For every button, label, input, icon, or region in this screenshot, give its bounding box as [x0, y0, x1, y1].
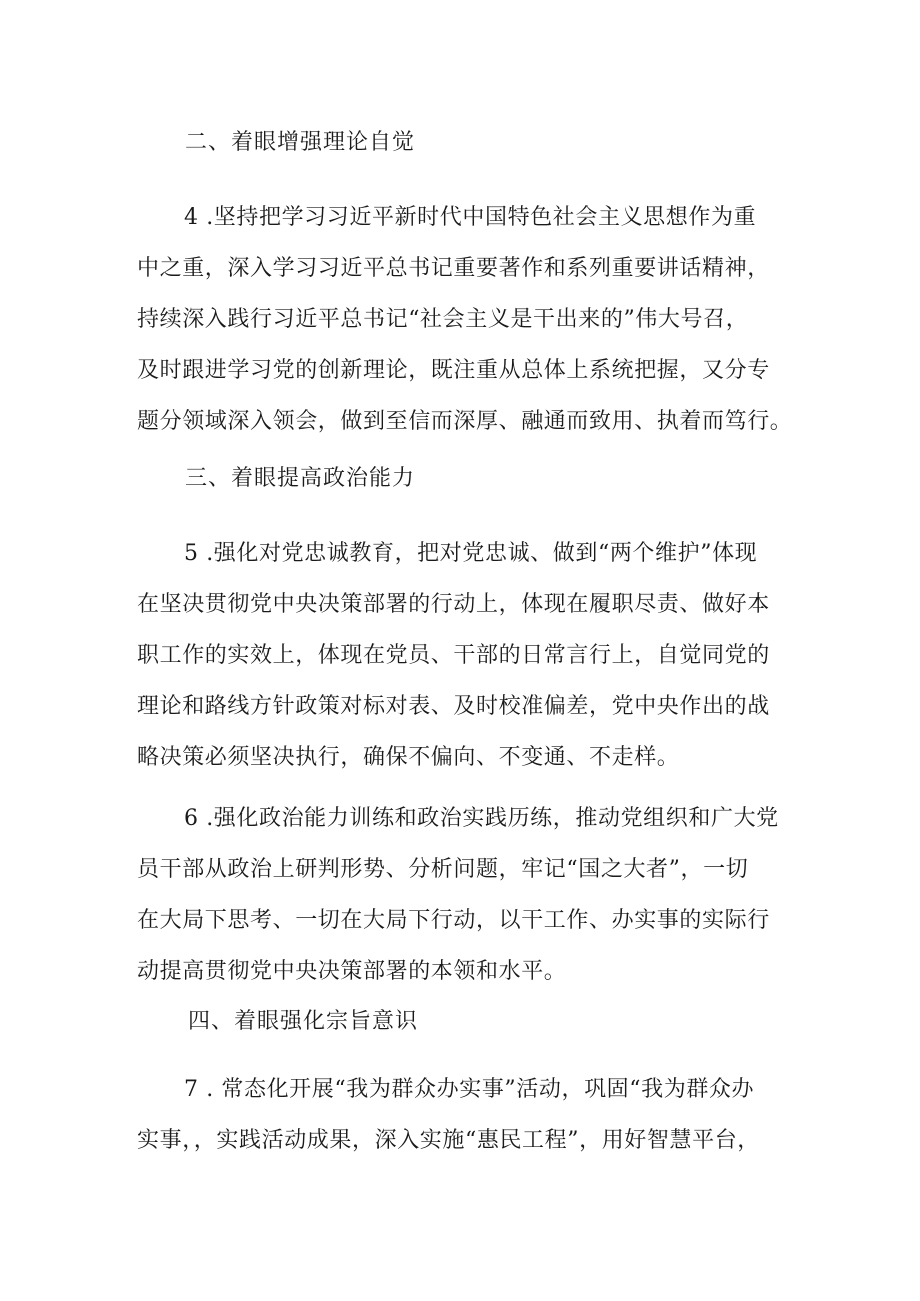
paragraph-line: 持续深入践行习近平总书记“社会主义是干出来的”伟大号召， — [137, 307, 749, 332]
paragraph-4 — [137, 192, 817, 447]
section-heading-2: 二、着眼增强理论自觉 — [185, 130, 416, 155]
section-heading-3: 三、着眼提高政治能力 — [185, 466, 416, 491]
paragraph-line: 4 .坚持把学习习近平新时代中国特色社会主义思想作为重 — [184, 205, 757, 230]
paragraph-line: 7 . 常态化开展“我为群众办实事”活动，巩固“我为群众办 — [184, 1077, 755, 1102]
paragraph-line: 略决策必须坚决执行，确保不偏向、不变通、不走样。 — [137, 745, 680, 770]
paragraph-line: 在大局下思考、一切在大局下行动，以干工作、办实事的实际行 — [137, 908, 770, 933]
paragraph-5 — [137, 528, 817, 783]
paragraph-line: 题分领域深入领会，做到至信而深厚、融通而致用、执着而笃行。 — [137, 409, 793, 434]
paragraph-line: 中之重，深入学习习近平总书记重要著作和系列重要讲话精神， — [137, 256, 770, 281]
paragraph-line: 5 .强化对党忠诚教育，把对党忠诚、做到“两个维护”体现 — [184, 541, 758, 566]
paragraph-line: 及时跟进学习党的创新理论，既注重从总体上系统把握，又分专 — [137, 358, 770, 383]
paragraph-line: 动提高贯彻党中央决策部署的本领和水平。 — [137, 959, 567, 984]
paragraph-6 — [137, 793, 817, 997]
section-heading-4: 四、着眼强化宗旨意识 — [188, 1009, 419, 1034]
paragraph-line: 实事，，实践活动成果，深入实施“惠民工程”，用好智慧平台， — [137, 1128, 760, 1153]
paragraph-line: 员干部从政治上研判形势、分析问题，牢记“国之大者”，一切 — [137, 857, 749, 882]
paragraph-line: 职工作的实效上，体现在党员、干部的日常言行上，自觉同党的 — [137, 643, 770, 668]
paragraph-line: 在坚决贯彻党中央决策部署的行动上，体现在履职尽责、做好本 — [137, 592, 770, 617]
paragraph-7 — [137, 1064, 817, 1166]
paragraph-line: 理论和路线方针政策对标对表、及时校准偏差，党中央作出的战 — [137, 694, 770, 719]
paragraph-line: 6 .强化政治能力训练和政治实践历练，推动党组织和广大党 — [184, 806, 779, 831]
